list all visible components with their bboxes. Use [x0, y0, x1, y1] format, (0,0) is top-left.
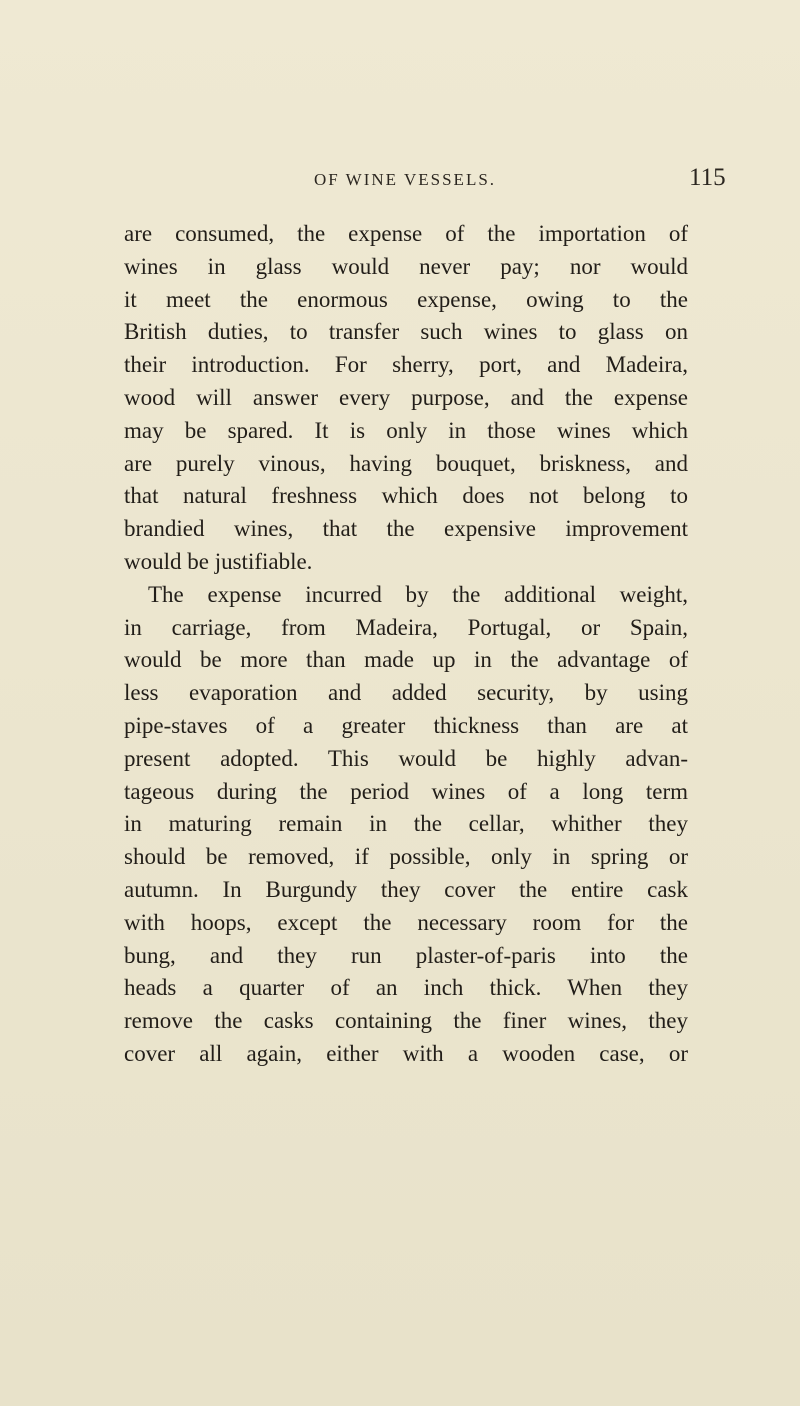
- text-line: tageous during the period wines of a long term: [124, 778, 688, 804]
- text-line: in maturing remain in the cellar, whither they: [124, 811, 688, 837]
- text-line: that natural freshness which does not belong to: [124, 483, 688, 509]
- text-line: wines in glass would never pay; nor would: [124, 253, 688, 279]
- body-text: [124, 218, 688, 1071]
- paragraph-start-line: The expense incurred by the additional weight,: [148, 581, 688, 607]
- text-line: with hoops, except the necessary room for the: [124, 909, 688, 935]
- text-line: cover all again, either with a wooden case, or: [124, 1040, 688, 1066]
- text-line: would be more than made up in the advantage of: [124, 647, 688, 673]
- text-line: may be spared. It is only in those wines which: [124, 417, 688, 443]
- text-line: remove the casks containing the finer wines, they: [124, 1008, 688, 1034]
- text-line: are purely vinous, having bouquet, briskness, and: [124, 450, 688, 476]
- text-line: are consumed, the expense of the importation of: [124, 221, 688, 246]
- paragraph-end-line: would be justifiable.: [124, 548, 313, 574]
- text-line: bung, and they run plaster-of-paris into the: [124, 942, 688, 968]
- text-line: their introduction. For sherry, port, and Madeira,: [124, 352, 688, 378]
- text-line: in carriage, from Madeira, Portugal, or Spain,: [124, 614, 688, 640]
- text-line: pipe-staves of a greater thickness than are at: [124, 712, 688, 738]
- running-head: [0, 164, 800, 194]
- page-number: 115: [689, 164, 726, 191]
- text-line: less evaporation and added security, by using: [124, 680, 688, 706]
- text-line: British duties, to transfer such wines to glass on: [124, 319, 688, 345]
- running-title: OF WINE VESSELS.: [314, 170, 497, 189]
- text-line: heads a quarter of an inch thick. When they: [124, 975, 688, 1001]
- text-line: present adopted. This would be highly advan-: [124, 745, 688, 771]
- text-line: wood will answer every purpose, and the expense: [124, 384, 688, 410]
- text-line: brandied wines, that the expensive improvement: [124, 516, 688, 542]
- text-line: autumn. In Burgundy they cover the entire cask: [124, 876, 688, 902]
- text-line: should be removed, if possible, only in spring or: [124, 844, 688, 870]
- text-line: it meet the enormous expense, owing to the: [124, 286, 688, 312]
